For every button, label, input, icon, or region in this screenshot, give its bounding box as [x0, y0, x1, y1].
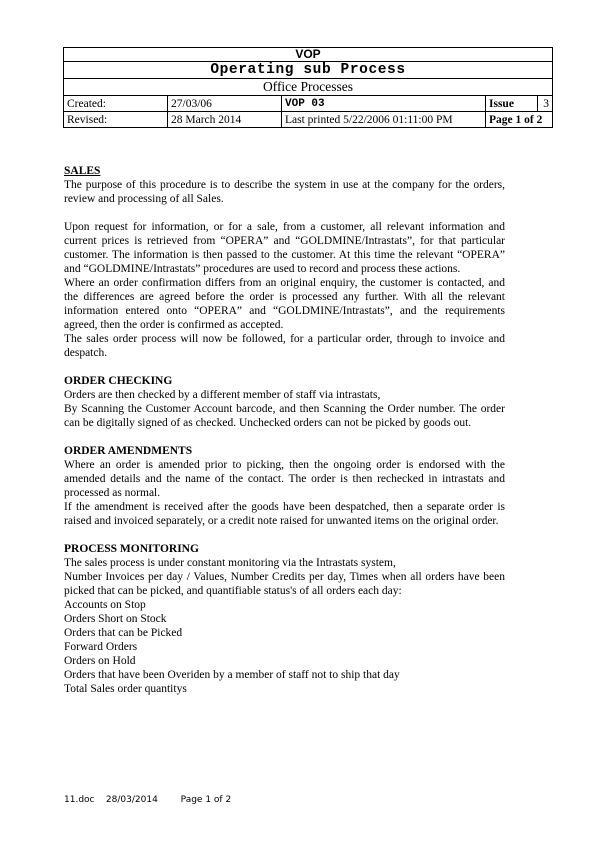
issue-value: 3: [538, 96, 553, 112]
sales-paragraph: The purpose of this procedure is to describe the system in use at the company for the orders, review and processing of all Sales.: [64, 179, 505, 205]
order-amendments-section: [64, 444, 505, 528]
document-title: VOP: [64, 48, 553, 62]
created-label: Created:: [64, 96, 168, 112]
revised-label: Revised:: [64, 112, 168, 128]
process-monitoring-paragraph: The sales process is under constant monitoring via the Intrastats system,: [64, 557, 396, 569]
process-monitoring-paragraph: Number Invoices per day / Values, Number Credits per day, Times when all orders have been picked that can be picked, and quantifiable status's of all orders each day:: [64, 571, 505, 597]
sales-paragraph: Where an order confirmation differs from an original enquiry, the customer is contacted, and the differences are agreed before the order is processed any further. With all the relevant information entered onto “OPERA” and “GOLDMINE/Intrastats”, and the requirements agreed, then the order is confirmed as accepted.: [64, 277, 505, 331]
document-code: VOP 03: [282, 96, 486, 112]
order-amendments-paragraph: Where an order is amended prior to picking, then the ongoing order is endorsed with the amended details and the name of the contact. The order is then rechecked in intrastats and processed as normal.: [64, 459, 505, 499]
sales-paragraph: The sales order process will now be followed, for a particular order, through to invoice and despatch.: [64, 333, 505, 359]
list-item: Orders Short on Stock: [64, 613, 167, 625]
last-printed: Last printed 5/22/2006 01:11:00 PM: [282, 112, 486, 128]
list-item: Orders that have been Overiden by a member of staff not to ship that day: [64, 669, 400, 681]
order-amendments-heading: ORDER AMENDMENTS: [64, 445, 193, 457]
document-section-name: Office Processes: [64, 79, 553, 96]
sales-paragraph: Upon request for information, or for a sale, from a customer, all relevant information and current prices is retrieved from “OPERA” and “GOLDMINE/Intrastats”, for that particular customer. The information is then passed to the customer. At this time the relevant “OPERA” and “GOLDMINE/Intrastats” procedures are used to record and process these actions.: [64, 221, 505, 275]
monitoring-list: [64, 598, 505, 696]
page-of: Page 1 of 2: [486, 112, 553, 128]
order-checking-paragraph: By Scanning the Customer Account barcode, and then Scanning the Order number. The order can be digitally signed of as checked. Unchecked orders can not be picked by goods out.: [64, 403, 505, 429]
list-item: Orders on Hold: [64, 655, 136, 667]
sales-section: [64, 164, 505, 360]
revised-value: 28 March 2014: [168, 112, 282, 128]
document-header-table: [63, 47, 553, 128]
process-monitoring-heading: PROCESS MONITORING: [64, 543, 199, 555]
list-item: Orders that can be Picked: [64, 627, 183, 639]
created-value: 27/03/06: [168, 96, 282, 112]
order-checking-heading: ORDER CHECKING: [64, 375, 173, 387]
process-monitoring-section: [64, 542, 505, 696]
list-item: Total Sales order quantitys: [64, 683, 187, 695]
document-subtitle: Operating sub Process: [64, 62, 553, 79]
order-checking-paragraph: Orders are then checked by a different member of staff via intrastats,: [64, 389, 381, 401]
list-item: Accounts on Stop: [64, 599, 146, 611]
page-footer: 11.doc 28/03/2014 Page 1 of 2: [64, 795, 232, 805]
issue-label: Issue: [486, 96, 538, 112]
sales-heading: SALES: [64, 165, 101, 177]
order-checking-section: [64, 374, 505, 430]
list-item: Forward Orders: [64, 641, 138, 653]
document-body: [64, 164, 505, 696]
order-amendments-paragraph: If the amendment is received after the goods have been despatched, then a separate order is raised and invoiced separately, or a credit note raised for unwanted items on the original order.: [64, 501, 505, 527]
